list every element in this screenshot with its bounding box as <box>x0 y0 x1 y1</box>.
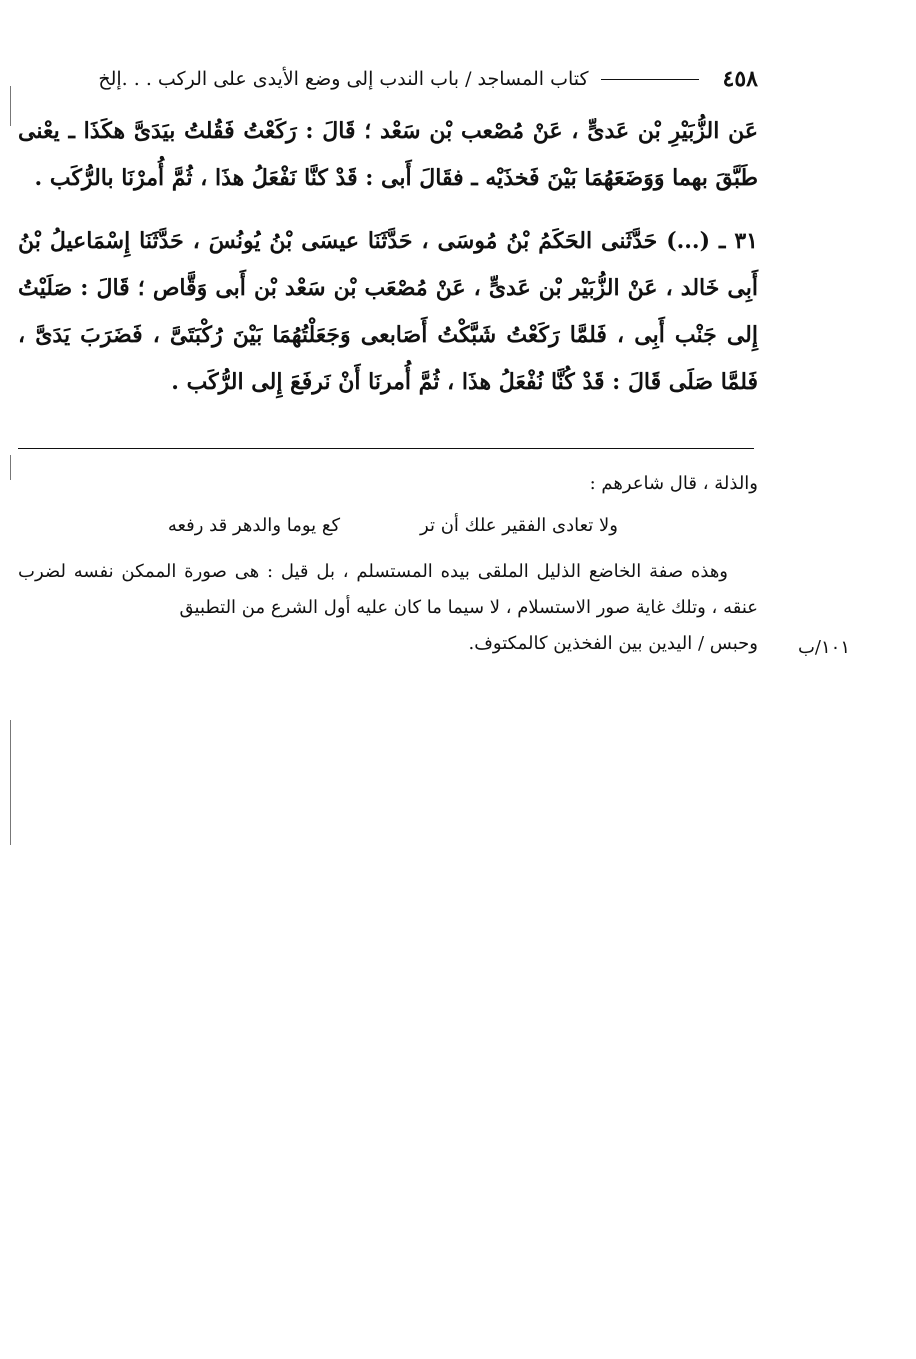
scan-edge-mark <box>10 455 11 480</box>
scan-edge-mark <box>10 720 11 845</box>
header-rule <box>601 79 699 80</box>
scan-edge-mark <box>10 86 11 126</box>
poetry-verse <box>18 508 758 544</box>
verse-hemistich-1: ولا تعادى الفقير علك أن تر <box>420 515 618 536</box>
verse-hemistich-2: كع يوما والدهر قد رفعه <box>167 515 341 536</box>
main-paragraph-1: عَن الزُّبَيْرِ بْن عَدىٍّ ، عَنْ مُصْعب بْن سَعْد ؛ قَالَ : رَكَعْتُ فَقُلتُ بيَدَىَّ هكَذَا ـ يعْنى طَبَّقَ بهما وَوَضَعَهُمَا بَيْنَ فَخذَيْه ـ فقَالَ أَبى : قَدْ كنَّا نَفْعَلُ هذَا ، ثُمَّ أُمرْنَا بالرُّكَب . <box>18 118 758 191</box>
manuscript-folio-ref: ١٠١/ب <box>797 637 850 658</box>
commentary-line-1: والذلة ، قال شاعرهم : <box>589 473 758 494</box>
main-text <box>18 108 758 406</box>
commentary-last-line: وحبس / اليدين بين الفخذين كالمكتوف. <box>468 633 758 654</box>
footnote-divider <box>18 448 754 449</box>
running-header <box>18 62 758 96</box>
commentary <box>18 466 758 662</box>
commentary-paragraph: وهذه صفة الخاضع الذليل الملقى بيده المستسلم ، بل قيل : هى صورة الممكن نفسه لضرب عنقه ، وتلك غاية صور الاستسلام ، لا سيما ما كان عليه أول الشرع من التطبيق <box>18 561 758 618</box>
main-paragraph-2: ٣١ ـ (...) حَدَّثَنى الحَكَمُ بْنُ مُوسَى ، حَدَّثَنَا عيسَى بْنُ يُونُسَ ، حَدَّثَنَا إِسْمَاعيلُ بْنُ أَبِى خَالد ، عَنْ الزُّبَيْر بْن عَدىٍّ ، عَنْ مُصْعَب بْن سَعْد بْن أَبى وَقَّاص ؛ قَالَ : صَلَيْتُ إِلى جَنْب أَبِى ، فَلمَّا رَكَعْتُ شَبَّكْتُ أَصَابعى وَجَعَلْتُهُمَا بَيْنَ رُكْبَتَىَّ ، فَضَرَبَ يَدَىَّ ، فَلمَّا صَلَى قَالَ : قَدْ كُنَّا نُفْعَلُ هذَا ، ثُمَّ أُمرنَا أَنْ نَرفَعَ إِلى الرُّكَب . <box>18 228 758 395</box>
page-number: ٤٥٨ <box>722 66 758 92</box>
header-title: كتاب المساجد / باب الندب إلى وضع الأيدى على الركب . . .إلخ <box>98 68 589 90</box>
